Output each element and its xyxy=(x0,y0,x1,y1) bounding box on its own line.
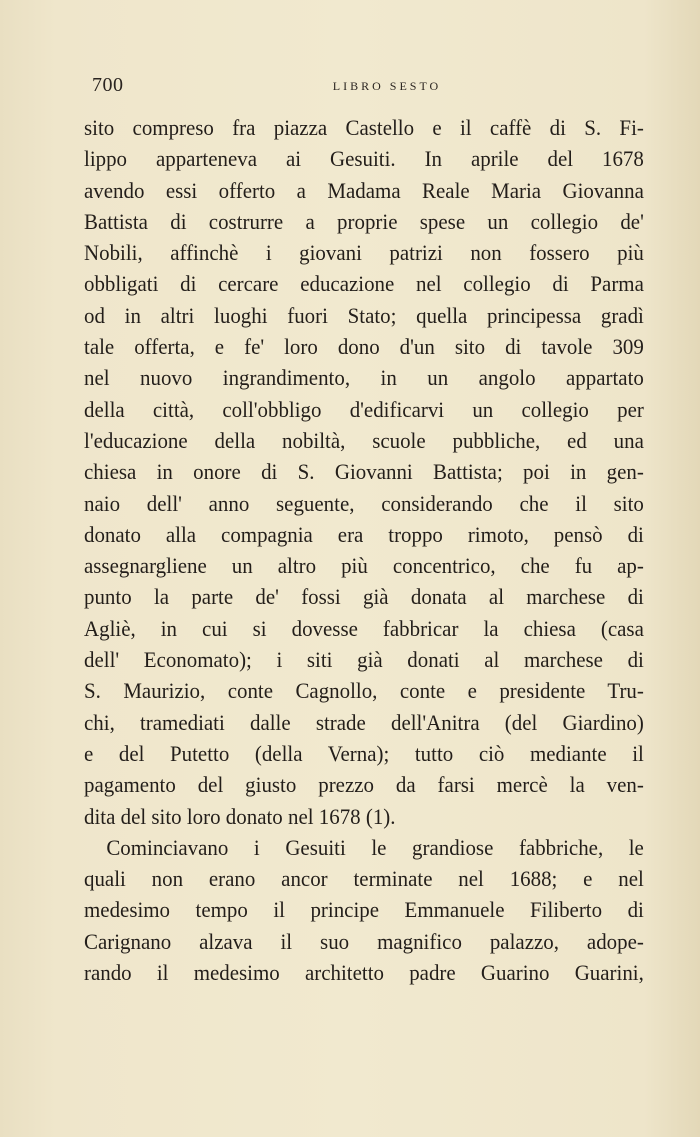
text-line: Carignano alzava il suo magnifico palazzo, adope- xyxy=(84,928,644,954)
body-text xyxy=(84,112,644,988)
running-head: LIBRO SESTO xyxy=(332,79,442,93)
text-line: chi, tramediati dalle strade dell'Anitra (del Giardino) xyxy=(84,709,644,735)
text-line: lippo apparteneva ai Gesuiti. In aprile del 1678 xyxy=(84,146,644,172)
text-line: naio dell' anno seguente, considerando che il sito xyxy=(84,490,644,516)
text-line: Agliè, in cui si dovesse fabbricar la chiesa (casa xyxy=(84,615,644,641)
text-line: S. Maurizio, conte Cagnollo, conte e presidente Tru- xyxy=(84,678,644,704)
text-line: dell' Economato); i siti già donati al marchese di xyxy=(84,647,644,673)
text-line: donato alla compagnia era troppo rimoto, pensò di xyxy=(84,521,644,547)
text-line: medesimo tempo il principe Emmanuele Filiberto di xyxy=(84,897,644,923)
paragraph xyxy=(84,112,644,832)
paragraph xyxy=(84,832,644,988)
text-line: chiesa in onore di S. Giovanni Battista; poi in gen- xyxy=(84,459,644,485)
page-number: 700 xyxy=(92,74,124,96)
text-line: quali non erano ancor terminate nel 1688; e nel xyxy=(84,866,644,892)
text-line: pagamento del giusto prezzo da farsi mercè la ven- xyxy=(84,772,644,798)
text-line: avendo essi offerto a Madama Reale Maria Giovanna xyxy=(84,177,644,203)
text-line: della città, coll'obbligo d'edificarvi un collegio per xyxy=(84,396,644,422)
page-header xyxy=(84,74,650,104)
text-line: od in altri luoghi fuori Stato; quella principessa gradì xyxy=(84,302,644,328)
text-line: Battista di costrurre a proprie spese un collegio de' xyxy=(84,208,644,234)
text-line: obbligati di cercare educazione nel collegio di Parma xyxy=(84,271,644,297)
text-line: dita del sito loro donato nel 1678 (1). xyxy=(84,803,396,829)
text-line: Nobili, affinchè i giovani patrizi non fossero più xyxy=(84,240,644,266)
text-line: Cominciavano i Gesuiti le grandiose fabbriche, le xyxy=(106,834,644,860)
text-line: assegnargliene un altro più concentrico, che fu ap- xyxy=(84,553,644,579)
text-line: l'educazione della nobiltà, scuole pubbliche, ed una xyxy=(84,427,644,453)
text-line: sito compreso fra piazza Castello e il caffè di S. Fi- xyxy=(84,115,644,140)
text-line: rando il medesimo architetto padre Guarino Guarini, xyxy=(84,960,644,986)
text-line: tale offerta, e fe' loro dono d'un sito di tavole 309 xyxy=(84,334,644,360)
text-line: punto la parte de' fossi già donata al marchese di xyxy=(84,584,644,610)
text-line: e del Putetto (della Verna); tutto ciò mediante il xyxy=(84,740,644,766)
text-line: nel nuovo ingrandimento, in un angolo appartato xyxy=(84,365,644,391)
